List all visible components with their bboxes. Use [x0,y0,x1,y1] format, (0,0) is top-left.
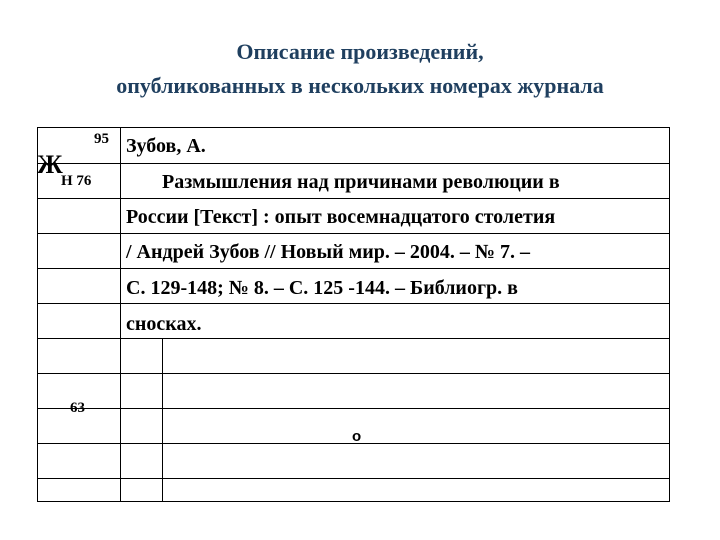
entry-line-1: Зубов, А. [126,135,206,157]
slide-title-line-1: Описание произведений, [236,39,484,64]
card-rule-1 [120,163,669,164]
entry-line-6: сносках. [126,313,202,335]
card-rule-6 [38,338,669,339]
inventory-number: 63 [70,400,85,416]
card-hole-mark: о [352,428,362,445]
card-rule-5 [120,303,669,304]
card-rule-3 [120,233,669,234]
card-rule-7 [38,373,669,374]
entry-line-3: России [Текст] : опыт восемнадцатого столетия [126,206,556,228]
catalog-card [37,127,670,502]
card-vertical-rule-2 [162,338,163,501]
card-rule-left-2 [38,198,120,199]
card-vertical-rule-1 [120,128,121,501]
entry-line-2: Размышления над причинами революции в [162,171,560,193]
card-rule-left-4 [38,268,120,269]
entry-line-4: / Андрей Зубов // Новый мир. – 2004. – № 7. – [126,241,530,263]
card-rule-4 [120,268,669,269]
card-rule-10 [38,478,669,479]
card-rule-left-3 [38,233,120,234]
card-rule-2 [120,198,669,199]
author-mark-letter: Ж [37,150,63,179]
card-rule-8 [38,408,669,409]
shelf-mark: 95 [94,131,109,147]
card-rule-left-5 [38,303,120,304]
author-mark-code: Н 76 [61,173,92,189]
entry-line-5: С. 129-148; № 8. – С. 125 -144. – Библиогр. в [126,277,518,299]
slide-title-line-2: опубликованных в нескольких номерах журнала [116,73,604,98]
